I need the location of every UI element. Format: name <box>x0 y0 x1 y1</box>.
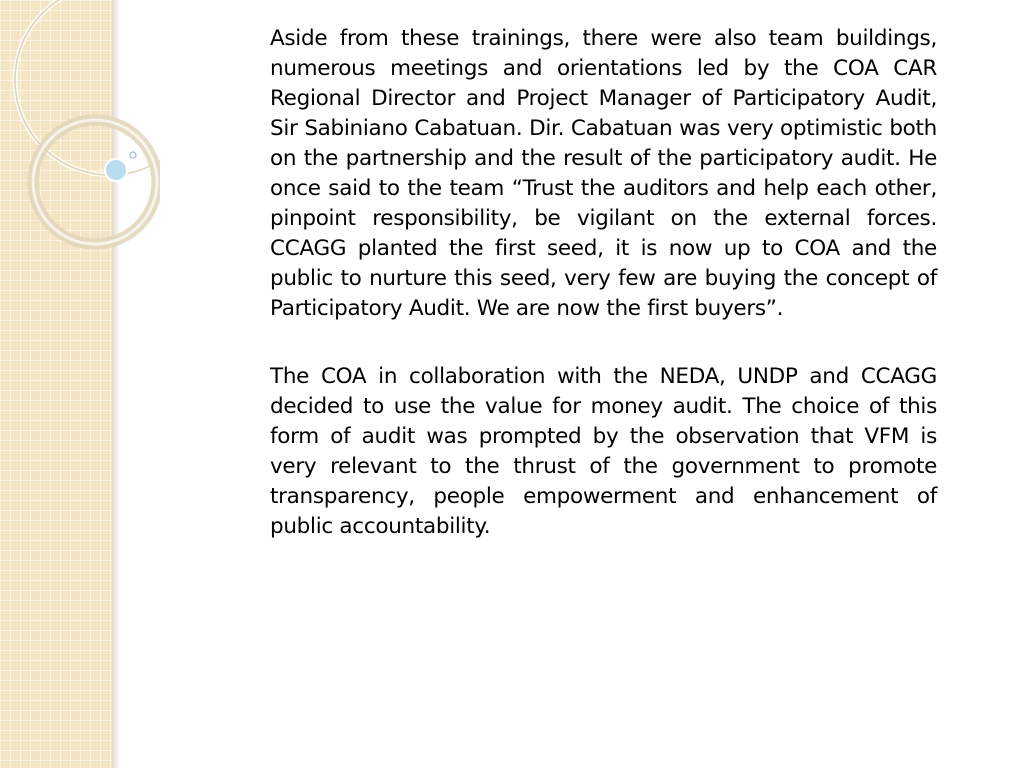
bubble-small <box>130 152 136 158</box>
bubble-large <box>105 159 127 181</box>
slide-body <box>270 24 937 542</box>
paragraph-vfm-audit: The COA in collaboration with the NEDA, UNDP and CCAGG decided to use the value for money audit. The choice of this form of audit was prompted by the observation that VFM is very relevant to the thrust of the government to promote transparency, people empowerment and enhancement of public accountability. <box>270 364 937 539</box>
paragraph-team-buildings: Aside from these trainings, there were also team buildings, numerous meetings and orientations led by the COA CAR Regional Director and Project Manager of Participatory Audit, Sir Sabiniano Cabatuan. Dir. Cabatuan was very optimistic both on the partnership and the result of the participatory audit. He once said to the team “Trust the auditors and help each other, pinpoint responsibility, be vigilant on the external forces. CCAGG planted the first seed, it is now up to COA and the public to nurture this seed, very few are buying the concept of Participatory Audit. We are now the first buyers”. <box>270 26 937 321</box>
decorative-circles <box>0 0 160 300</box>
small-ring-highlight <box>33 120 157 244</box>
